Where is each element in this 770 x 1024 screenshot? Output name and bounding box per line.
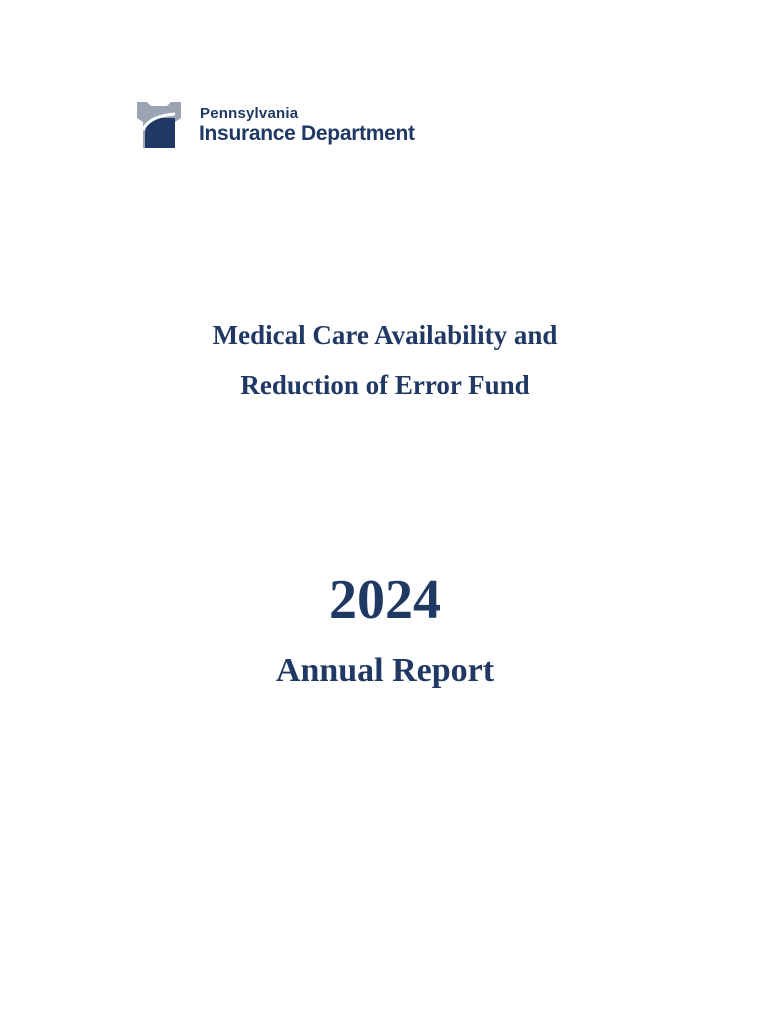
report-title-line-1: Medical Care Availability and [212,320,558,350]
logo-text-department: Insurance Department [199,122,415,145]
report-subtitle: Annual Report [275,652,495,689]
keystone-logo-icon [135,100,183,150]
logo-text-state: Pennsylvania [200,105,299,122]
report-title-line-2: Reduction of Error Fund [240,370,530,400]
report-year: 2024 [329,569,441,631]
department-logo [135,100,425,152]
